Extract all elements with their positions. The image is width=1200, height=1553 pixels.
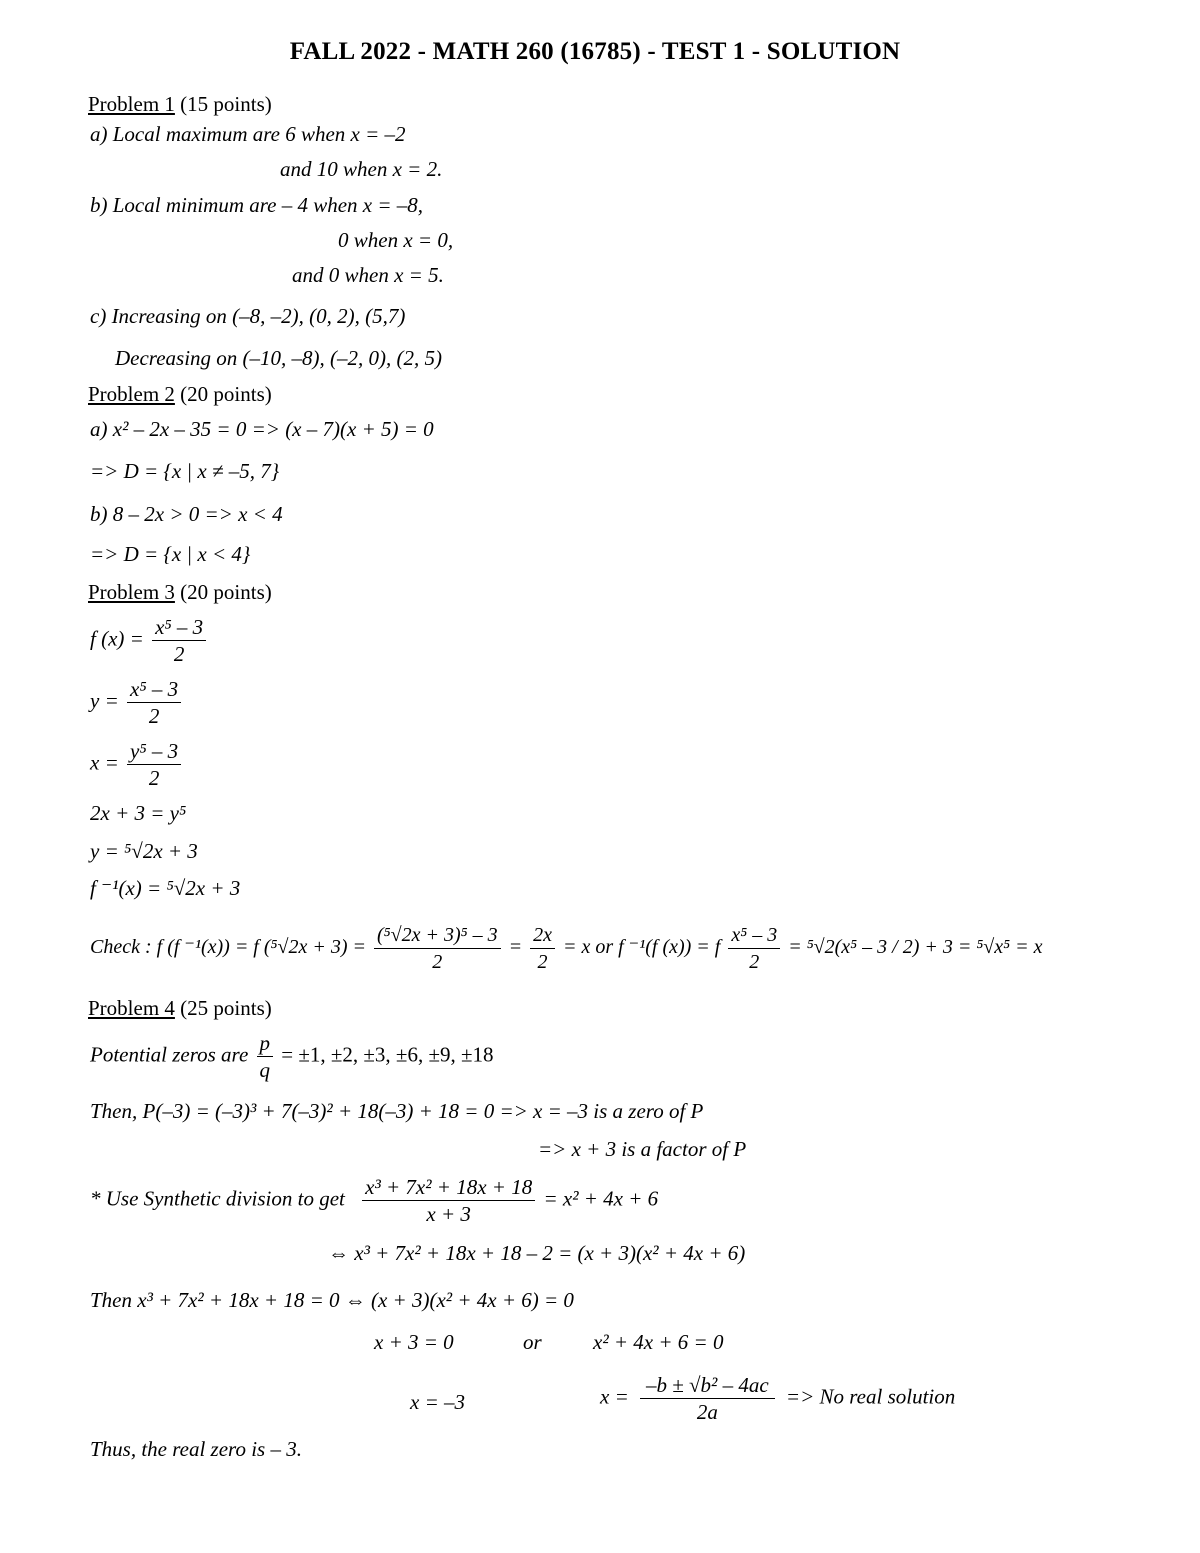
p3-check-num1: (⁵√2x + 3)⁵ – 3 xyxy=(374,922,501,949)
p3-l3-num: y⁵ – 3 xyxy=(127,738,181,765)
p4-sd-num: x³ + 7x² + 18x + 18 xyxy=(362,1174,535,1201)
problem-4-points: (25 points) xyxy=(180,996,272,1020)
problem-2-label: Problem 2 xyxy=(88,382,175,406)
p4-synthetic-line xyxy=(90,1174,658,1227)
p1-c-line1: c) Increasing on (–8, –2), (0, 2), (5,7) xyxy=(90,304,406,328)
problem-4-heading xyxy=(88,996,272,1021)
p3-check-fraction-2 xyxy=(530,922,555,975)
p1-b-line1: b) Local minimum are – 4 when x = –8, xyxy=(90,193,424,217)
problem-1-label: Problem 1 xyxy=(88,92,175,116)
problem-1-heading xyxy=(88,92,272,117)
p3-l3-den: 2 xyxy=(148,766,160,790)
p4-pz-num: p xyxy=(257,1030,274,1057)
p3-check-num2: 2x xyxy=(530,922,555,949)
problem-3-label: Problem 3 xyxy=(88,580,175,604)
p2-b-line1: b) 8 – 2x > 0 => x < 4 xyxy=(90,502,283,526)
p3-line1 xyxy=(90,614,209,667)
p3-check-den3: 2 xyxy=(749,951,760,973)
p4-sd-result: = x² + 4x + 6 xyxy=(543,1186,659,1211)
p3-check-rad: = ⁵√2(x⁵ – 3 / 2) + 3 xyxy=(788,936,953,959)
p4-quad-fraction xyxy=(640,1372,775,1425)
p4-or: or xyxy=(523,1330,542,1354)
p4-sd-fraction xyxy=(362,1174,535,1227)
p3-check-end: = ⁵√x⁵ = x xyxy=(957,936,1043,959)
p3-line4: 2x + 3 = y⁵ xyxy=(90,801,187,825)
problem-4-label: Problem 4 xyxy=(88,996,175,1020)
problem-2-heading xyxy=(88,382,272,407)
p3-check-den1: 2 xyxy=(432,951,443,973)
p4-then-line1: Then, P(–3) = (–3)³ + 7(–3)² + 18(–3) + 18 = 0 => x = –3 is a zero of P xyxy=(90,1099,704,1123)
problem-2-points: (20 points) xyxy=(180,382,272,406)
p3-l1-lhs: f (x) = xyxy=(90,626,144,651)
p4-pz-den: q xyxy=(259,1058,271,1082)
p4-pz-values: = ±1, ±2, ±3, ±6, ±9, ±18 xyxy=(281,1042,494,1067)
p2-b-line2: => D = {x | x < 4} xyxy=(90,542,251,566)
p4-quad-den: 2a xyxy=(696,1400,718,1424)
p4-quadratic-line xyxy=(600,1372,955,1425)
p1-b-line3: and 0 when x = 5. xyxy=(292,263,444,287)
p3-check-label: Check : f (f ⁻¹(x)) = f (⁵√2x + 3) = xyxy=(90,936,366,959)
p4-quad-lhs: x = xyxy=(600,1384,629,1409)
p4-then-line3: Then x³ + 7x² + 18x + 18 = 0 ⇔ (x + 3)(x² + 4x + 6) = 0 xyxy=(90,1288,574,1312)
p3-l1-num: x⁵ – 3 xyxy=(152,614,206,641)
p4-sd-den: x + 3 xyxy=(426,1202,471,1226)
p3-check-fraction-1 xyxy=(374,922,501,975)
p3-check-fraction-3 xyxy=(728,922,780,975)
problem-3-points: (20 points) xyxy=(180,580,272,604)
p3-check-eq: = xyxy=(508,936,523,959)
p4-solution1: x = –3 xyxy=(410,1390,465,1414)
p4-pz-text: Potential zeros are xyxy=(90,1042,249,1067)
p4-conclusion: Thus, the real zero is – 3. xyxy=(90,1437,302,1461)
problem-1-points: (15 points) xyxy=(180,92,272,116)
p4-iff-line: ⇔ x³ + 7x² + 18x + 18 – 2 = (x + 3)(x² + 4x + 6) xyxy=(328,1241,746,1265)
p3-line5: y = ⁵√2x + 3 xyxy=(90,839,198,863)
p4-pz-fraction xyxy=(257,1030,274,1083)
p4-potential-zeros xyxy=(90,1030,494,1083)
p3-l3-fraction xyxy=(127,738,181,791)
p2-a-line2: => D = {x | x ≠ –5, 7} xyxy=(90,459,280,483)
p3-check-mid: = x or f ⁻¹(f (x)) = f xyxy=(562,936,721,959)
p3-l1-fraction xyxy=(152,614,206,667)
p4-quad-num: –b ± √b² – 4ac xyxy=(640,1372,775,1399)
page-title: FALL 2022 - MATH 260 (16785) - TEST 1 - SOLUTION xyxy=(289,38,901,65)
p3-check-num3: x⁵ – 3 xyxy=(728,922,780,949)
p3-l1-den: 2 xyxy=(173,642,185,666)
p3-l2-lhs: y = xyxy=(90,688,119,713)
p3-line2 xyxy=(90,676,184,729)
p4-sd-text: * Use Synthetic division to get xyxy=(90,1186,345,1211)
p3-l2-fraction xyxy=(127,676,181,729)
p3-line6: f ⁻¹(x) = ⁵√2x + 3 xyxy=(90,876,241,900)
p3-check-den2: 2 xyxy=(537,951,548,973)
p1-c-line2: Decreasing on (–10, –8), (–2, 0), (2, 5) xyxy=(115,346,442,370)
p4-case2: x² + 4x + 6 = 0 xyxy=(593,1330,724,1354)
p3-check-line xyxy=(90,922,1043,975)
problem-3-heading xyxy=(88,580,272,605)
p3-line3 xyxy=(90,738,184,791)
p4-then-line2: => x + 3 is a factor of P xyxy=(538,1137,747,1161)
p4-quad-result: => No real solution xyxy=(785,1384,956,1409)
p1-a-line1: a) Local maximum are 6 when x = –2 xyxy=(90,122,406,146)
p3-l2-den: 2 xyxy=(148,704,160,728)
p4-case1: x + 3 = 0 xyxy=(374,1330,454,1354)
p2-a-line1: a) x² – 2x – 35 = 0 => (x – 7)(x + 5) = 0 xyxy=(90,417,434,441)
p1-a-line2: and 10 when x = 2. xyxy=(280,157,443,181)
p3-l2-num: x⁵ – 3 xyxy=(127,676,181,703)
p3-l3-lhs: x = xyxy=(90,750,119,775)
p1-b-line2: 0 when x = 0, xyxy=(338,228,454,252)
